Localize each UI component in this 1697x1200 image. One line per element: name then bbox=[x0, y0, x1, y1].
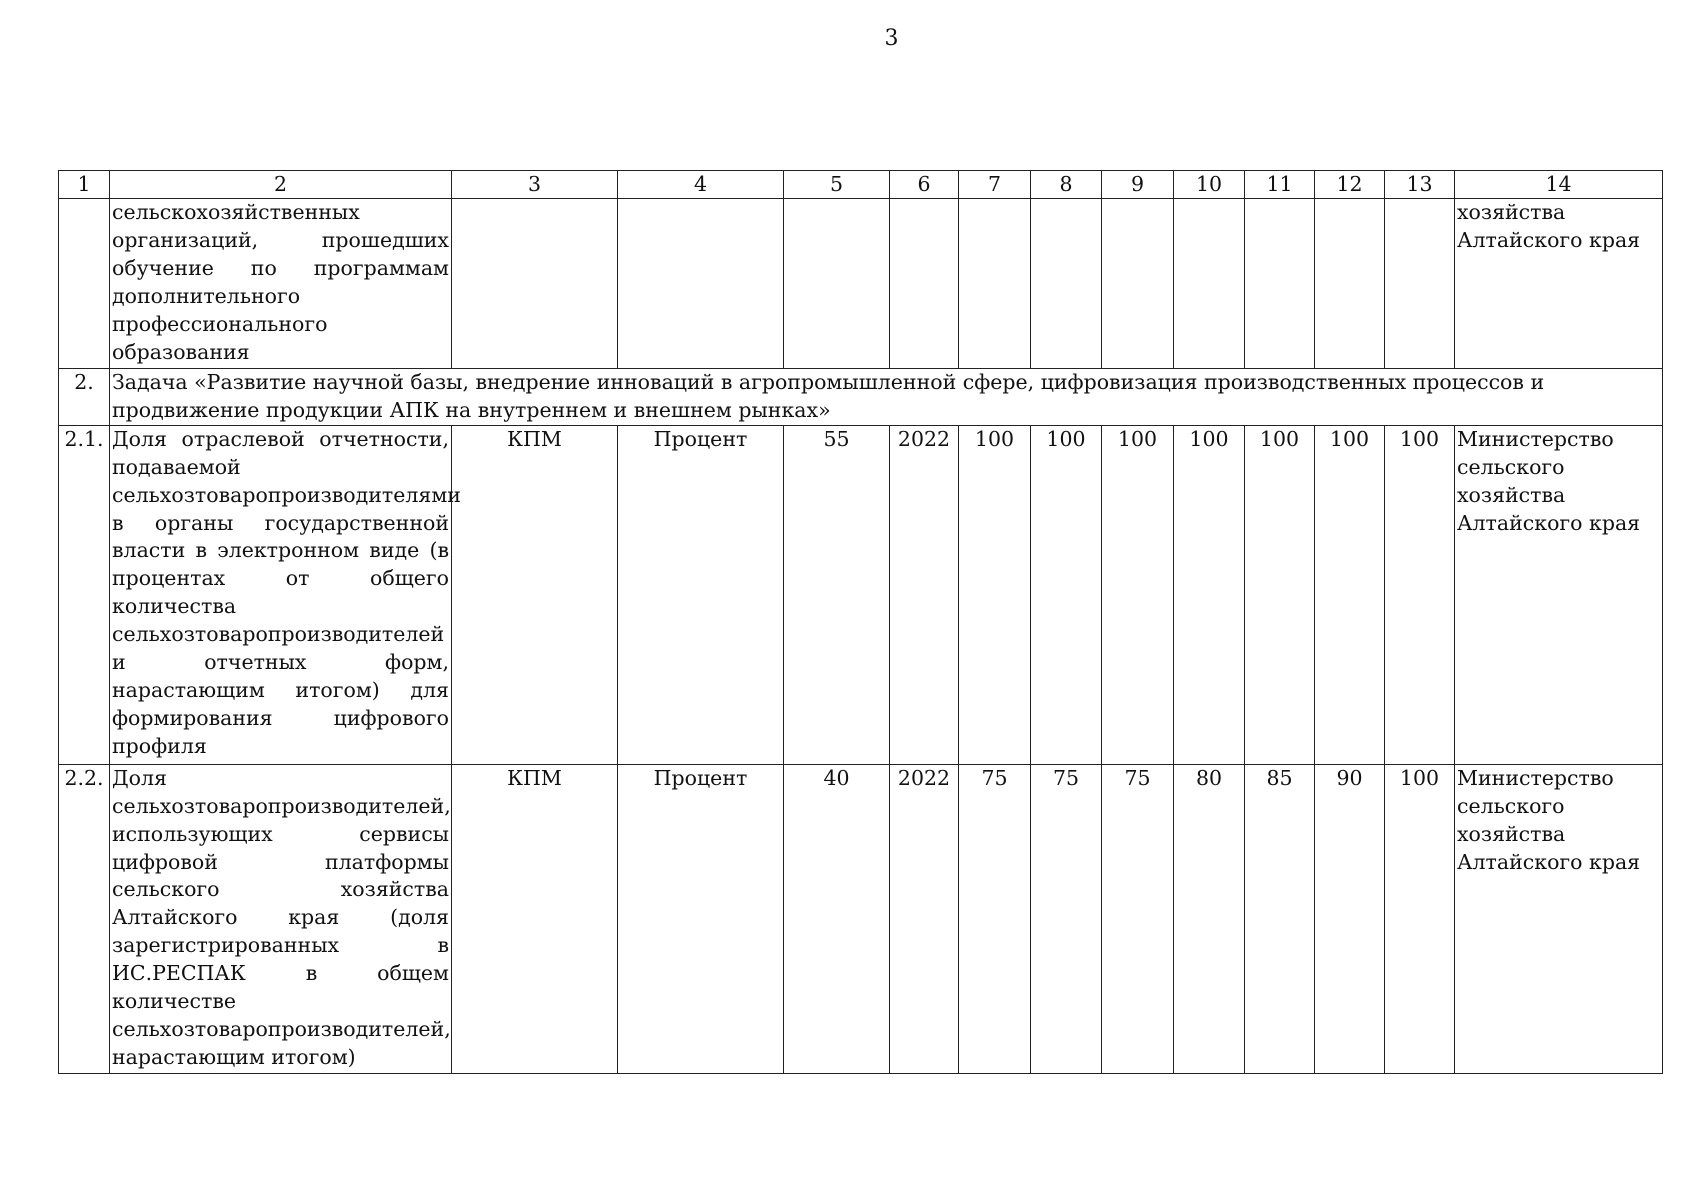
name-line: дополнительного bbox=[112, 283, 301, 308]
name-line: власти в электронном виде (в bbox=[112, 538, 449, 563]
name-line: Доля bbox=[112, 765, 167, 790]
task-row bbox=[59, 369, 1663, 426]
responsible-line: Министерство bbox=[1457, 765, 1614, 790]
base-year-cell: 2022 bbox=[890, 764, 959, 1073]
name-line: сельхозтоваропроизводителей, bbox=[112, 1016, 451, 1041]
empty-cell bbox=[1031, 199, 1102, 369]
responsible-cell bbox=[1455, 199, 1663, 369]
name-line: организаций, прошедших bbox=[112, 227, 449, 252]
value-cell: 90 bbox=[1315, 764, 1385, 1073]
name-line: обучение по программам bbox=[112, 255, 449, 280]
value-cell: 100 bbox=[1102, 425, 1174, 764]
name-line: образования bbox=[112, 339, 250, 364]
name-line: количества bbox=[112, 594, 237, 619]
empty-cell bbox=[618, 199, 784, 369]
name-line: формирования цифрового bbox=[112, 705, 449, 730]
table-row bbox=[59, 425, 1663, 764]
header-cell: 2 bbox=[110, 171, 452, 199]
name-line: в органы государственной bbox=[112, 510, 449, 535]
task-number-cell: 2. bbox=[59, 369, 110, 426]
responsible-cell bbox=[1455, 764, 1663, 1073]
header-cell: 3 bbox=[452, 171, 618, 199]
name-line: ИС.РЕСПАК в общем bbox=[112, 961, 449, 986]
responsible-line: Алтайского края bbox=[1457, 849, 1641, 874]
name-line: Алтайского края (доля bbox=[112, 905, 449, 930]
header-cell: 13 bbox=[1385, 171, 1455, 199]
value-cell: 100 bbox=[1031, 425, 1102, 764]
responsible-line: Алтайского края bbox=[1457, 510, 1641, 535]
name-line: сельского хозяйства bbox=[112, 877, 449, 902]
responsible-line: Алтайского края bbox=[1457, 227, 1641, 252]
header-cell: 14 bbox=[1455, 171, 1663, 199]
name-line: подаваемой bbox=[112, 454, 241, 479]
header-cell: 10 bbox=[1174, 171, 1245, 199]
indicator-type-cell: КПМ bbox=[452, 764, 618, 1073]
name-line: профиля bbox=[112, 733, 207, 758]
value-cell: 100 bbox=[1315, 425, 1385, 764]
header-cell: 6 bbox=[890, 171, 959, 199]
value-cell: 100 bbox=[1245, 425, 1315, 764]
name-line: сельскохозяйственных bbox=[112, 200, 360, 224]
indicator-name-cell bbox=[110, 764, 452, 1073]
indicator-type-cell: КПМ bbox=[452, 425, 618, 764]
name-line: зарегистрированных в bbox=[112, 933, 449, 958]
value-cell: 100 bbox=[959, 425, 1031, 764]
value-cell: 75 bbox=[1102, 764, 1174, 1073]
value-cell: 100 bbox=[1174, 425, 1245, 764]
name-line: количестве bbox=[112, 989, 237, 1014]
base-value-cell: 55 bbox=[784, 425, 890, 764]
responsible-line: хозяйства bbox=[1457, 821, 1566, 846]
name-line: сельхозтоваропроизводителей bbox=[112, 622, 445, 647]
name-line: Доля отраслевой отчетности, bbox=[112, 426, 449, 451]
unit-cell: Процент bbox=[618, 764, 784, 1073]
name-line: использующих сервисы bbox=[112, 821, 449, 846]
header-cell: 7 bbox=[959, 171, 1031, 199]
responsible-line: хозяйства bbox=[1457, 482, 1566, 507]
indicators-table bbox=[58, 170, 1663, 1074]
unit-cell: Процент bbox=[618, 425, 784, 764]
empty-cell bbox=[1315, 199, 1385, 369]
value-cell: 80 bbox=[1174, 764, 1245, 1073]
header-cell: 11 bbox=[1245, 171, 1315, 199]
base-value-cell: 40 bbox=[784, 764, 890, 1073]
header-cell: 8 bbox=[1031, 171, 1102, 199]
name-line: сельхозтоваропроизводителей, bbox=[112, 793, 451, 818]
value-cell: 75 bbox=[1031, 764, 1102, 1073]
empty-cell bbox=[1245, 199, 1315, 369]
empty-cell bbox=[1174, 199, 1245, 369]
row-number-cell: 2.1. bbox=[59, 425, 110, 764]
responsible-line: сельского bbox=[1457, 793, 1565, 818]
table-row bbox=[59, 764, 1663, 1073]
value-cell: 100 bbox=[1385, 764, 1455, 1073]
responsible-line: хозяйства bbox=[1457, 200, 1566, 224]
page-number: 3 bbox=[884, 26, 899, 51]
responsible-cell bbox=[1455, 425, 1663, 764]
table-header-row bbox=[59, 171, 1663, 199]
header-cell: 9 bbox=[1102, 171, 1174, 199]
row-number-cell bbox=[59, 199, 110, 369]
row-number-cell: 2.2. bbox=[59, 764, 110, 1073]
name-line: нарастающим итогом) для bbox=[112, 677, 449, 702]
name-line: профессионального bbox=[112, 311, 328, 336]
header-cell: 12 bbox=[1315, 171, 1385, 199]
empty-cell bbox=[784, 199, 890, 369]
name-line: и отчетных форм, bbox=[112, 650, 449, 675]
empty-cell bbox=[452, 199, 618, 369]
task-text-cell: Задача «Развитие научной базы, внедрение инноваций в агропромышленной сфере, цифровизация производственных процессов и продвижение продукции АПК на внутреннем и внешнем рынках» bbox=[110, 369, 1663, 426]
name-line: нарастающим итогом) bbox=[112, 1044, 356, 1069]
empty-cell bbox=[1102, 199, 1174, 369]
responsible-line: сельского bbox=[1457, 454, 1565, 479]
name-line: сельхозтоваропроизводителями bbox=[112, 482, 461, 507]
empty-cell bbox=[890, 199, 959, 369]
value-cell: 75 bbox=[959, 764, 1031, 1073]
header-cell: 4 bbox=[618, 171, 784, 199]
indicator-name-cell bbox=[110, 199, 452, 369]
name-line: цифровой платформы bbox=[112, 849, 449, 874]
value-cell: 85 bbox=[1245, 764, 1315, 1073]
header-cell: 1 bbox=[59, 171, 110, 199]
continuation-row bbox=[59, 199, 1663, 369]
empty-cell bbox=[1385, 199, 1455, 369]
base-year-cell: 2022 bbox=[890, 425, 959, 764]
indicator-name-cell bbox=[110, 425, 461, 764]
name-line: процентах от общего bbox=[112, 566, 449, 591]
responsible-line: Министерство bbox=[1457, 426, 1614, 451]
header-cell: 5 bbox=[784, 171, 890, 199]
value-cell: 100 bbox=[1385, 425, 1455, 764]
empty-cell bbox=[959, 199, 1031, 369]
